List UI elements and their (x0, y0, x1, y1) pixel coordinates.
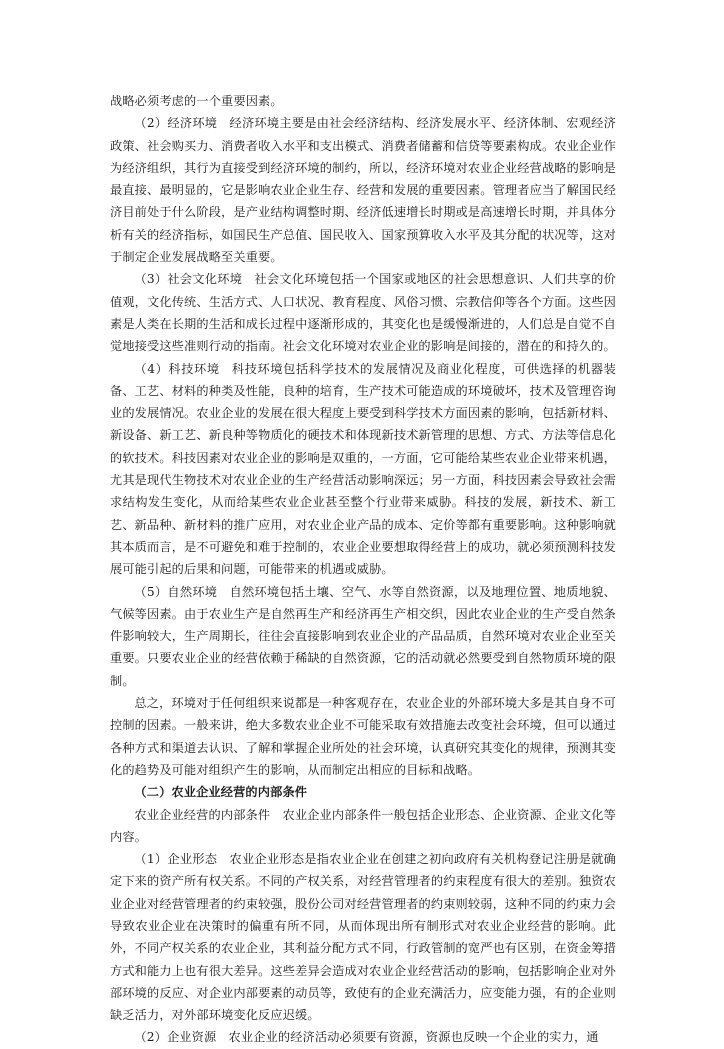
paragraph-text: 农业企业形态是指农业企业在创建之初向政府有关机构登记注册是就确定下来的资产所有权关系。不同的产权关系，对经营管理者的约束程度有很大的差别。独资农业企业对经营管理者的约束较强，股份公司对经营管理者的约束则较弱，这种不同的约束力会导致农业企业在决策时的偏重有所不同，从而体现出所有制形式对农业企业经营的影响。此外，不同产权关系的农业企业，其利益分配方式不同，行政管制的宽严也有区别，在资金筹措方式和能力上也有很大差异。这些差异会造成对农业企业经营活动的影响，包括影响企业对外部环境的反应、对企业内部要素的动员等，致使有的企业充满活力，应变能力强，有的企业则缺乏活力，对外部环境变化反应迟缓。 (110, 852, 616, 1023)
paragraph-text: 科技环境包括科学技术的发展情况及商业化程度，可供选择的机器装备、工艺、材料的种类及性能，良种的培育，生产技术可能造成的环境破坏，技术及管理咨询业的发展情况。农业企业的发展在很大程度上要受到科学技术方面因素的影响，包括新材料、新设备、新工艺、新良种等物质化的硬技术和体现新技术新管理的思想、方式、方法等信息化的软技术。科技因素对农业企业的影响是双重的，一方面，它可能给某些农业企业带来机遇，尤其是现代生物技术对农业企业的生产经营活动影响深远；另一方面，科技因素会导致社会需求结构发生变化，从而给某些农业企业甚至整个行业带来威胁。科技的发展，新技术、新工艺、新品种、新材料的推广应用，对农业企业产品的成本、定价等都有重要影响。这种影响就其本质而言，是不可避免和难于控制的，农业企业要想取得经营上的成功，就必须预测科技发展可能引起的后果和问题，可能带来的机遇或威胁。 (110, 361, 616, 577)
document-page (110, 90, 616, 1049)
paragraph-lead: （4）科技环境 (134, 361, 220, 376)
paragraph-lead: （2）经济环境 (134, 116, 218, 131)
paragraph-natural-environment (110, 581, 616, 692)
paragraph-economic-environment (110, 112, 616, 268)
paragraph-summary (110, 692, 616, 781)
paragraph-text: 战略必须考虑的一个重要因素。 (110, 94, 283, 108)
paragraph-text: 自然环境包括土壤、空气、水等自然资源，以及地理位置、地质地貌、气候等因素。由于农业生产是自然再生产和经济再生产相交织，因此农业企业的生产受自然条件影响较大，生产周期长，往往会直接影响到农业企业的产品品质，自然环境对农业企业至关重要。只要农业企业的经营依赖于稀缺的自然资源，它的活动就必然要受到自然物质环境的限制。 (110, 584, 616, 688)
paragraph-text: 社会文化环境包括一个国家或地区的社会思想意识、人们共享的价值观，文化传统、生活方式、人口状况、教育程度、风俗习惯、宗教信仰等各个方面。这些因素是人类在长期的生活和成长过程中逐渐形成的，其变化也是缓慢渐进的，人们总是自觉不自觉地接受这些准则行动的指南。社会文化环境对农业企业的影响是间接的，潜在的和持久的。 (110, 272, 616, 354)
paragraph-strategy-conclusion (110, 90, 616, 112)
paragraph-enterprise-form (110, 848, 616, 1026)
paragraph-technology-environment (110, 358, 616, 581)
heading-text: （二）农业企业经营的内部条件 (134, 785, 308, 800)
paragraph-lead: （2）企业资源 (134, 1030, 217, 1045)
paragraph-text: 农业企业的经济活动必须要有资源，资源也反映一个企业的实力，通 (228, 1030, 599, 1045)
paragraph-internal-conditions-intro (110, 804, 616, 849)
paragraph-enterprise-resources (110, 1026, 616, 1048)
paragraph-lead: （3）社会文化环境 (134, 272, 243, 287)
paragraph-lead: （5）自然环境 (134, 584, 218, 599)
section-heading-internal-conditions (110, 781, 616, 803)
paragraph-text: 总之，环境对于任何组织来说都是一种客观存在，农业企业的外部环境大多是其自身不可控制的因素。一般来讲，绝大多数农业企业不可能采取有效措施去改变社会环境，但可以通过各种方式和渠道去认识、了解和掌握企业所处的社会环境，认真研究其变化的规律，预测其变化的趋势及可能对组织产生的影响，从而制定出相应的目标和战略。 (110, 696, 616, 777)
paragraph-text: 农业企业内部条件一般包括企业形态、企业资源、企业文化等内容。 (110, 807, 616, 844)
paragraph-lead: （1）企业形态 (134, 852, 218, 867)
paragraph-text: 经济环境主要是由社会经济结构、经济发展水平、经济体制、宏观经济政策、社会购买力、消费者收入水平和支出模式、消费者储蓄和信贷等要素构成。农业企业作为经济组织，其行为直接受到经济环境的制约，所以，经济环境对农业企业经营战略的影响是最直接、最明显的，它是影响农业企业生存、经营和发展的重要因素。管理者应当了解国民经济目前处于什么阶段，是产业结构调整时期、经济低速增长时期或是高速增长时期，并具体分析有关的经济指标，如国民生产总值、国民收入、国家预算收入水平及其分配的状况等，这对于制定企业发展战略至关重要。 (110, 116, 616, 265)
paragraph-social-culture-environment (110, 268, 616, 357)
paragraph-lead: 农业企业经营的内部条件 (134, 807, 271, 822)
